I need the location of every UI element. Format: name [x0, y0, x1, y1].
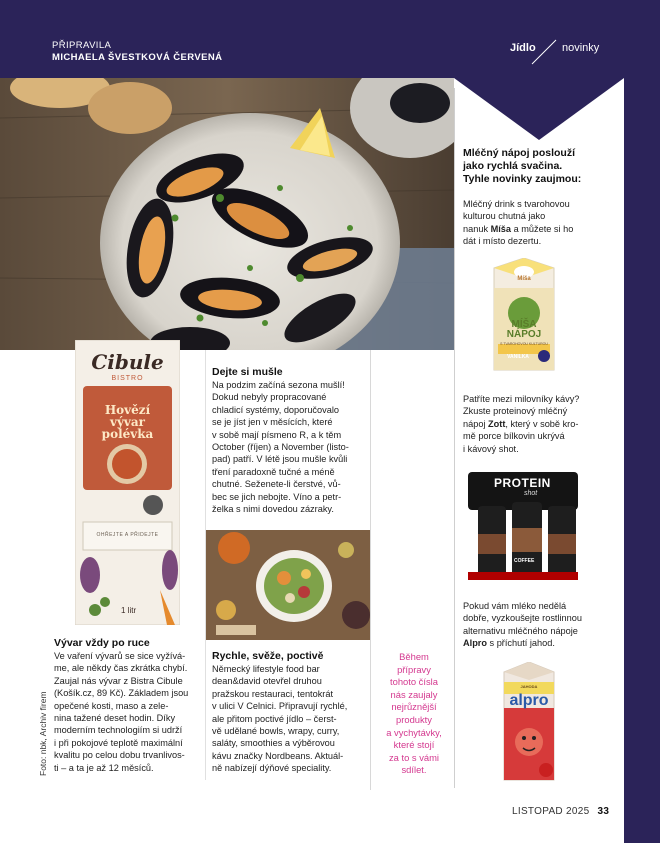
text-line: v sobě mají písmeno R, a k těm: [212, 429, 342, 440]
text-line: moderním technologiím si udrží: [54, 725, 183, 736]
protein-brand: PROTEIN: [494, 476, 551, 490]
sidebar-item-zott: [463, 393, 621, 455]
misa-name-line: MÍŠA: [511, 319, 537, 330]
cibule-product-box: [75, 340, 180, 625]
text-line: kulturou chutná jako: [463, 211, 546, 222]
cibule-tagline: OHŘEJTE A PŘIDEJTE: [96, 532, 159, 538]
text-line: Na podzim začíná sezona mušlí!: [212, 380, 345, 390]
quote-line: které stojí: [393, 739, 435, 751]
text-line: Ve vaření vývarů se sice vyžívá-: [54, 651, 186, 661]
text-line: pražskou restauraci, tentokrát: [212, 688, 334, 699]
quote-line: za to s vámi: [388, 751, 439, 763]
text-line: kávu značky Nordbeans. Aktuál-: [212, 750, 344, 761]
cibule-brand: Cibule: [91, 350, 164, 374]
quote-line: tohoto čísla: [390, 676, 438, 688]
alpro-carton: [498, 662, 560, 782]
text-line: October (říjen) a November (listo-: [212, 442, 349, 453]
alpro-label: JAHODA: [520, 684, 538, 689]
subsection-name: novinky: [562, 42, 600, 54]
article-mussels-body: [212, 379, 370, 515]
text-line: i kávový shot.: [463, 443, 519, 454]
protein-flavor: COFFEE: [514, 558, 535, 564]
text-line: kvalitu po celou dobu trvanlivos-: [54, 750, 185, 761]
quote-line: a vychytávky,: [386, 726, 442, 738]
text-line: dobře, vyzkoušejte rostlinnou: [463, 613, 582, 624]
text-line: (Košík.cz, 89 Kč). Základem jsou: [54, 688, 189, 699]
text-line: Zaujal nás vývar z Bistra Cibule: [54, 675, 183, 686]
salad-bowl-photo: [206, 530, 370, 640]
text-line: nina tažené deset hodin. Díky: [54, 713, 176, 724]
slash-divider: [530, 38, 560, 66]
text-run: nápoj: [463, 418, 489, 429]
text-line: Mléčný drink s tvarohovou: [463, 199, 570, 209]
article-bistro-body: [212, 663, 370, 775]
prepared-by-label: PŘIPRAVILA: [52, 40, 112, 51]
page-folio: [512, 806, 609, 817]
quote-line: produkty: [396, 713, 432, 725]
sidebar-item-alpro: [463, 600, 621, 650]
misa-name-line: NÁPOJ: [506, 329, 542, 340]
sidebar-divider: [454, 88, 455, 788]
text-line: i při pokojové teplotě maximální: [54, 737, 183, 748]
text-line: Dokud nebyly propracované: [212, 392, 327, 403]
text-line: chladicí systémy, doporučovalo: [212, 404, 339, 415]
issue-label: LISTOPAD 2025: [512, 806, 590, 817]
text-line: želka s nimi dovedou zázraky.: [212, 504, 334, 515]
brand-misa: Míša: [490, 223, 512, 234]
cibule-brand-sub: BISTRO: [111, 375, 144, 382]
quote-line: Během: [399, 651, 429, 662]
text-line: vě udělané bowls, wrapy, curry,: [212, 726, 340, 737]
sidebar-item-misa: [463, 198, 621, 248]
sidebar-heading-line: jako rychlá svačina.: [463, 160, 563, 172]
misa-top-label: Míša: [517, 276, 531, 282]
article-mussels-title: Dejte si mušle: [212, 366, 283, 378]
brand-alpro: Alpro: [463, 638, 487, 649]
article-bistro-title: Rychle, svěže, poctivě: [212, 650, 324, 662]
misa-drink-carton: [484, 258, 564, 374]
protein-sub: shot: [524, 490, 538, 497]
text-run: nanuk: [463, 223, 491, 234]
text-line: se je jíst jen v měsících, které: [212, 417, 333, 428]
quote-line: nejrůznější: [391, 701, 437, 713]
text-line: dean&david otevřel druhou: [212, 676, 322, 687]
brand-zott: Zott: [488, 418, 506, 429]
page-number: 33: [597, 806, 610, 817]
text-line: bec se jich nebojte. Víno a petr-: [212, 491, 342, 502]
text-run: a můžete si ho: [511, 223, 574, 234]
text-line: saláty, smoothies a výběrovou: [212, 738, 335, 749]
text-line: Německý lifestyle food bar: [212, 664, 320, 674]
article-mussels: [212, 366, 370, 515]
alpro-brand: alpro: [509, 692, 549, 709]
section-name: Jídlo: [510, 42, 536, 54]
misa-sub: S TVAROHOVOU KULTUROU: [500, 342, 548, 346]
header-band: [0, 0, 660, 78]
text-line: mě porce bílkovin ukrývá: [463, 431, 565, 442]
protein-shot-pack: [464, 468, 582, 583]
pull-quote: [376, 651, 452, 777]
quote-line: přípravy: [397, 663, 431, 675]
text-line: Zkuste proteinový mléčný: [463, 406, 568, 417]
quote-line: sdílet.: [401, 764, 427, 776]
article-broth: [54, 637, 204, 774]
article-broth-title: Vývar vždy po ruce: [54, 637, 150, 649]
cibule-name-line-3: polévka: [101, 427, 154, 441]
text-line: tření paradoxně tučné a méně: [212, 466, 335, 477]
author-name: MICHAELA ŠVESTKOVÁ ČERVENÁ: [52, 52, 223, 63]
text-line: chutné. Seženete-li čerstvé, vů-: [212, 479, 341, 490]
author-credit: [52, 40, 222, 64]
text-line: ale přitom poctivé jídlo – čerst-: [212, 713, 337, 724]
text-run: , který v sobě kro-: [505, 418, 579, 429]
text-line: me, ale někdy čas zkrátka chybí.: [54, 663, 188, 674]
sidebar-heading-line: Tyhle novinky zaujmou:: [463, 173, 582, 185]
misa-flavor: VANILKA: [507, 354, 529, 360]
text-line: dát i místo dezertu.: [463, 236, 542, 247]
article-bistro: [212, 650, 370, 775]
sidebar-heading-line: Mléčný nápoj poslouží: [463, 147, 576, 159]
text-line: pad) patří. V létě jsou mušle kvůli: [212, 454, 348, 465]
page-edge-band: [624, 78, 660, 843]
text-run: s příchutí jahod.: [487, 638, 555, 649]
text-line: v ulici V Celnici. Připravují rychlé,: [212, 701, 348, 712]
quote-line: nás zaujaly: [390, 688, 438, 700]
cibule-name-line-2: vývar: [109, 415, 145, 429]
sidebar-heading: [463, 147, 621, 186]
cibule-name-line-1: Hovězí: [104, 403, 151, 417]
text-line: ti – a ta je až 12 měsíců.: [54, 762, 154, 773]
mussels-photo: [0, 78, 454, 350]
text-line: opečené kosti, maso a zele-: [54, 700, 169, 711]
cibule-volume: 1 litr: [121, 606, 137, 615]
text-line: Patříte mezi milovníky kávy?: [463, 394, 580, 404]
text-line: alternativu mléčného nápoje: [463, 625, 578, 636]
text-line: ně nabízejí dýňové speciality.: [212, 763, 332, 774]
article-broth-body: [54, 650, 204, 774]
chevron-decoration: [454, 78, 624, 140]
column-divider: [370, 350, 371, 790]
text-line: Pokud vám mléko nedělá: [463, 601, 567, 611]
photo-credit: Foto: nbk, Archiv firem: [38, 691, 48, 776]
